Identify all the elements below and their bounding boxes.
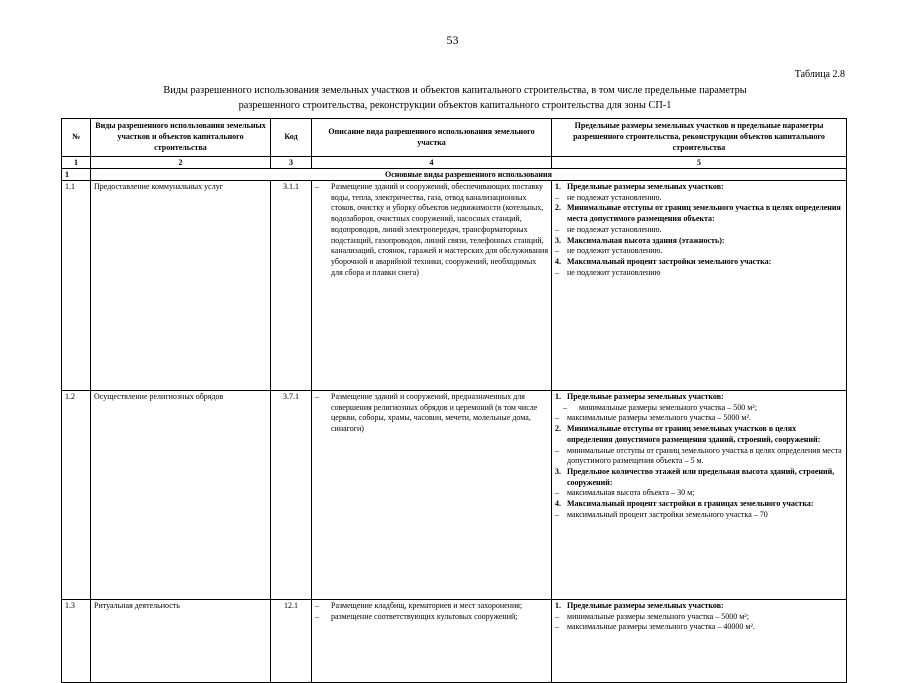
header-params: Предельные размеры земельных участков и предельные параметры разрешенного строительства, реконструкции объектов капитального строительства bbox=[552, 119, 847, 157]
use-type-name: Осуществление религиозных обрядов bbox=[91, 391, 271, 600]
list-dash: – bbox=[555, 488, 559, 498]
param-item bbox=[555, 424, 843, 467]
list-dash: – bbox=[555, 413, 559, 423]
column-number: 3 bbox=[271, 157, 312, 169]
param-value bbox=[555, 193, 843, 204]
list-dash: – bbox=[315, 601, 319, 610]
description-item bbox=[315, 392, 548, 435]
param-heading bbox=[555, 392, 843, 403]
description-text: Размещение кладбищ, крематориев и мест захоронения; bbox=[331, 601, 523, 610]
header-row bbox=[62, 119, 847, 157]
param-title: Предельные размеры земельных участков: bbox=[567, 601, 724, 610]
list-dash: – bbox=[555, 509, 559, 519]
permitted-use-table bbox=[61, 118, 847, 683]
section-num: 1 bbox=[62, 169, 91, 181]
column-number: 5 bbox=[552, 157, 847, 169]
param-item bbox=[555, 182, 843, 203]
param-value bbox=[555, 246, 843, 257]
table-row bbox=[62, 391, 847, 600]
row-num: 1.1 bbox=[62, 181, 91, 391]
param-item bbox=[555, 467, 843, 499]
header-code: Код bbox=[271, 119, 312, 157]
header-num: № bbox=[62, 119, 91, 157]
row-num: 1.3 bbox=[62, 600, 91, 683]
description-text: Размещение зданий и сооружений, обеспечивающих поставку воды, тепла, электричества, газа, отвод канализационных стоков, очистку и уборку объектов недвижимости (котельных, водозаборов, очистных сооружений, насосных станций, водопроводов, линий электропередач, трансформаторных подстанций, газопроводов, линий связи, телефонных станций, канализаций, стоянок, гаражей и мастерских для обслуживания уборочной и аварийной техники, сооружений, необходимых для сбора и плавки снега) bbox=[331, 182, 548, 277]
use-params bbox=[552, 391, 847, 600]
param-heading bbox=[555, 236, 843, 247]
param-index: 4. bbox=[555, 499, 561, 509]
param-index: 2. bbox=[555, 424, 561, 434]
list-dash: – bbox=[555, 622, 559, 632]
use-type-name: Предоставление коммунальных услуг bbox=[91, 181, 271, 391]
param-value-text: минимальные отступы от границ земельного участка в целях определения места допустимого размещения объекта – 5 м. bbox=[567, 445, 842, 466]
param-title: Предельное количество этажей или предельная высота зданий, строений, сооружений: bbox=[567, 466, 835, 487]
param-value bbox=[555, 488, 843, 499]
list-dash: – bbox=[555, 224, 559, 234]
param-value-text: не подлежит установлению bbox=[567, 267, 661, 277]
param-heading bbox=[555, 467, 843, 488]
param-index: 1. bbox=[555, 601, 561, 610]
column-number-row bbox=[62, 157, 847, 169]
use-type-name: Ритуальная деятельность bbox=[91, 600, 271, 683]
param-item bbox=[555, 601, 843, 633]
param-index: 1. bbox=[555, 182, 561, 191]
param-index: 3. bbox=[555, 235, 561, 245]
param-value-text: не подлежит установлению. bbox=[567, 246, 663, 256]
param-value bbox=[555, 413, 843, 424]
param-value-text: минимальные размеры земельного участка – 500 м²; bbox=[579, 402, 757, 412]
use-code: 12.1 bbox=[271, 600, 312, 683]
param-item bbox=[555, 499, 843, 520]
list-dash: – bbox=[555, 611, 559, 621]
param-index: 2. bbox=[555, 203, 561, 213]
description-item bbox=[315, 601, 548, 612]
list-dash: – bbox=[555, 267, 559, 277]
use-description bbox=[312, 391, 552, 600]
param-item bbox=[555, 203, 843, 235]
param-value-text: максимальный процент застройки земельного участка – 70 bbox=[567, 509, 768, 519]
description-item bbox=[315, 182, 548, 278]
table-row bbox=[62, 181, 847, 391]
param-value bbox=[555, 510, 843, 521]
column-number: 2 bbox=[91, 157, 271, 169]
use-description bbox=[312, 181, 552, 391]
param-title: Предельные размеры земельных участков: bbox=[567, 182, 724, 191]
use-params bbox=[552, 181, 847, 391]
section-title: Основные виды разрешенного использования bbox=[91, 169, 847, 181]
param-value bbox=[555, 612, 843, 623]
param-title: Максимальный процент застройки земельного участка: bbox=[567, 256, 772, 266]
use-code: 3.7.1 bbox=[271, 391, 312, 600]
param-index: 4. bbox=[555, 256, 561, 266]
param-index: 3. bbox=[555, 466, 561, 476]
list-dash: – bbox=[315, 182, 319, 191]
table-title-line-2: разрешенного строительства, реконструкции объектов капитального строительства для зоны СП-1 bbox=[238, 100, 672, 111]
param-heading bbox=[555, 203, 843, 224]
table-row bbox=[62, 600, 847, 683]
page-number: 53 bbox=[446, 33, 459, 47]
use-description bbox=[312, 600, 552, 683]
param-heading bbox=[555, 424, 843, 445]
description-item bbox=[315, 612, 548, 623]
param-title: Минимальные отступы от границ земельных участков в целях определения допустимого размещения зданий, строений, сооружений: bbox=[567, 424, 821, 444]
param-value bbox=[555, 622, 843, 633]
list-dash: – bbox=[555, 445, 559, 455]
column-number: 4 bbox=[312, 157, 552, 169]
table-body bbox=[62, 181, 847, 683]
param-title: Максимальная высота здания (этажность): bbox=[567, 235, 725, 245]
column-number: 1 bbox=[62, 157, 91, 169]
param-value bbox=[555, 446, 843, 467]
param-value-text: не подлежат установлению. bbox=[567, 192, 662, 202]
param-value bbox=[555, 268, 843, 279]
param-title: Минимальные отступы от границ земельного участка в целях определения места допустимого размещения объекта: bbox=[567, 203, 841, 224]
list-dash: – bbox=[555, 246, 559, 256]
param-index: 1. bbox=[555, 392, 561, 401]
param-title: Максимальный процент застройки в границах земельного участка: bbox=[567, 499, 814, 509]
param-value-text: максимальная высота объекта – 30 м; bbox=[567, 488, 695, 498]
table-label: Таблица 2.8 bbox=[794, 69, 845, 80]
section-row bbox=[62, 169, 847, 181]
param-heading bbox=[555, 601, 843, 612]
list-dash: – bbox=[315, 611, 319, 621]
param-value bbox=[555, 225, 843, 236]
param-item bbox=[555, 392, 843, 424]
description-text: Размещение зданий и сооружений, предназначенных для совершения религиозных обрядов и церемоний (в том числе церкви, соборы, храмы, часовни, мечети, молельные дома, синагоги) bbox=[331, 392, 538, 434]
param-heading bbox=[555, 257, 843, 268]
header-type: Виды разрешенного использования земельных участков и объектов капитального строительства bbox=[91, 119, 271, 157]
param-heading bbox=[555, 499, 843, 510]
list-dash: – bbox=[315, 392, 319, 401]
header-description: Описание вида разрешенного использования земельного участка bbox=[312, 119, 552, 157]
param-item bbox=[555, 236, 843, 257]
list-dash: – bbox=[563, 402, 567, 412]
list-dash: – bbox=[555, 192, 559, 202]
param-item bbox=[555, 257, 843, 278]
param-value bbox=[555, 403, 843, 414]
param-value-text: не подлежат установлению. bbox=[567, 224, 662, 234]
use-params bbox=[552, 600, 847, 683]
param-heading bbox=[555, 182, 843, 193]
row-num: 1.2 bbox=[62, 391, 91, 600]
use-code: 3.1.1 bbox=[271, 181, 312, 391]
description-text: размещение соответствующих культовых сооружений; bbox=[331, 611, 518, 621]
table-title-line-1: Виды разрешенного использования земельных участков и объектов капитального строительства, в том числе предельные параметры bbox=[163, 85, 747, 96]
param-title: Предельные размеры земельных участков: bbox=[567, 392, 724, 401]
table-title bbox=[60, 83, 850, 113]
param-value-text: максимальные размеры земельного участка – 5000 м². bbox=[567, 413, 751, 423]
param-value-text: минимальные размеры земельного участка – 5000 м²; bbox=[567, 611, 749, 621]
param-value-text: максимальные размеры земельного участка – 40000 м². bbox=[567, 622, 755, 632]
